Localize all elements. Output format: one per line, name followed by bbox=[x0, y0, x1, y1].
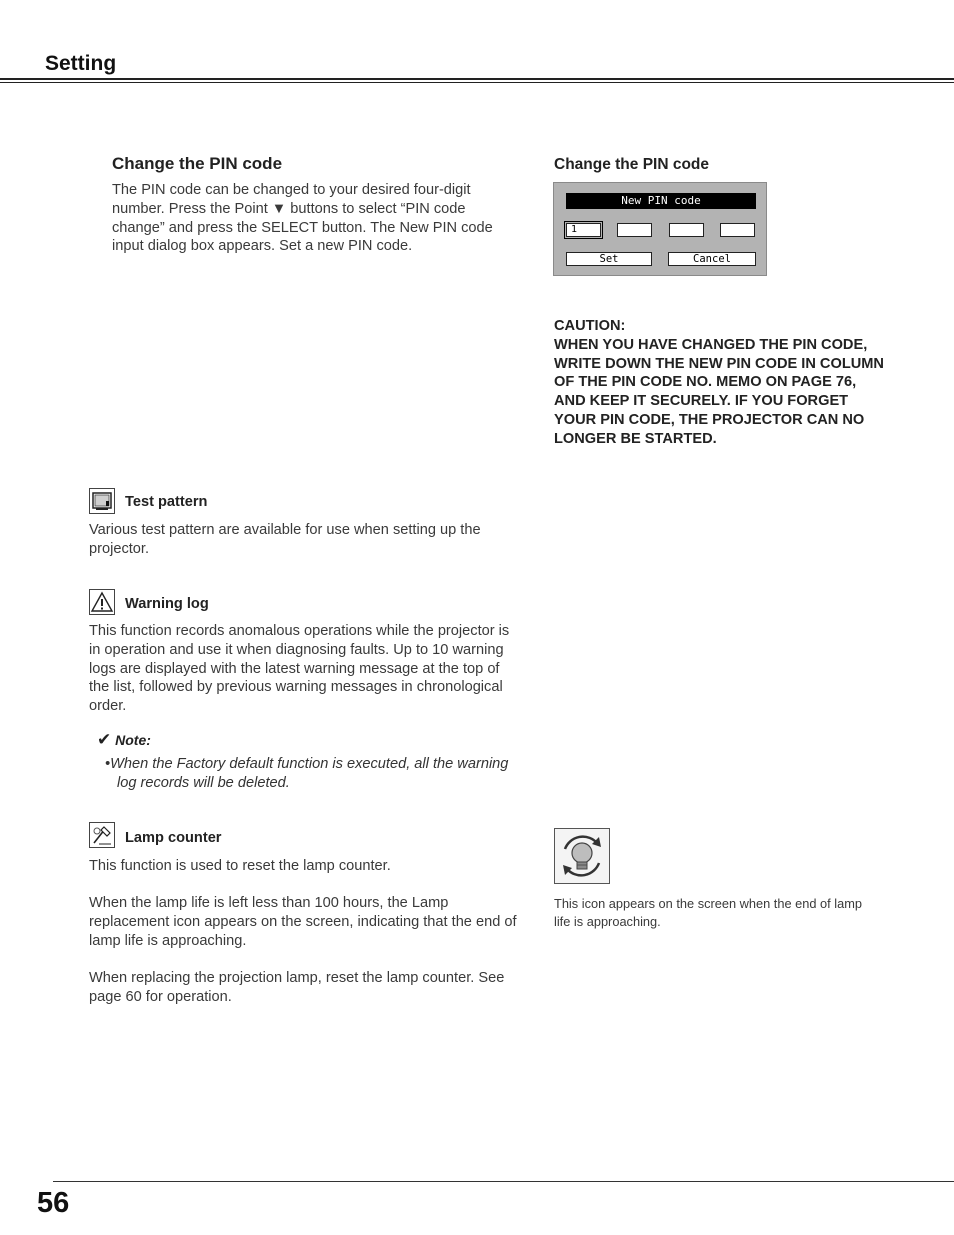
header-rule-thin bbox=[0, 82, 954, 83]
page-header-title: Setting bbox=[45, 52, 117, 75]
pin-digit-1[interactable]: 1 bbox=[566, 223, 601, 237]
checkmark-icon: ✔ bbox=[97, 730, 112, 749]
note-label bbox=[97, 730, 151, 750]
warning-triangle-icon bbox=[89, 589, 115, 615]
warning-log-description: This function records anomalous operations while the projector is in operation and use it when diagnosing faults. Up to 10 warning logs are displayed with the latest warning message at the top of the list, followed by previous warning messages in chronological order. bbox=[89, 623, 510, 715]
caution-label: CAUTION: bbox=[554, 318, 626, 334]
pin-digit-2[interactable] bbox=[617, 223, 652, 237]
set-button[interactable]: Set bbox=[566, 252, 652, 266]
page-number: 56 bbox=[37, 1187, 70, 1219]
warning-log-heading: Warning log bbox=[125, 596, 209, 612]
pin-section-heading: Change the PIN code bbox=[112, 154, 283, 173]
lamp-replacement-icon bbox=[554, 828, 610, 884]
lamp-counter-heading: Lamp counter bbox=[125, 830, 222, 846]
footer-rule bbox=[53, 1181, 954, 1182]
caution-text: WHEN YOU HAVE CHANGED THE PIN CODE, WRITE DOWN THE NEW PIN CODE IN COLUMN OF THE PIN CODE NO. MEMO ON PAGE 76, AND KEEP IT SECURELY. IF YOU FORGET YOUR PIN CODE, THE PROJECTOR CAN NO LONGER BE STARTED. bbox=[554, 336, 884, 447]
test-pattern-icon bbox=[89, 488, 115, 514]
header-rule bbox=[0, 78, 954, 80]
pin-digit-4[interactable] bbox=[720, 223, 755, 237]
cancel-button[interactable]: Cancel bbox=[668, 252, 756, 266]
pin-section-description: The PIN code can be changed to your desired four-digit number. Press the Point ▼ buttons to select “PIN code change” and press the SELECT button. The New PIN code input dialog box appears. Set a new PIN code. bbox=[112, 182, 493, 255]
lamp-counter-paragraph-2: When the lamp life is left less than 100 hours, the Lamp replacement icon appears on the screen, indicating that the end of lamp life is approaching. bbox=[89, 895, 517, 949]
pin-digit-3[interactable] bbox=[669, 223, 704, 237]
caution-block bbox=[554, 317, 884, 449]
lamp-counter-paragraph-3: When replacing the projection lamp, reset the lamp counter. See page 60 for operation. bbox=[89, 970, 505, 1005]
lamp-counter-icon bbox=[89, 822, 115, 848]
pin-dialog-heading: Change the PIN code bbox=[554, 156, 710, 173]
note-label-text: Note: bbox=[115, 732, 151, 748]
lamp-icon-caption: This icon appears on the screen when the end of lamp life is approaching. bbox=[554, 896, 863, 929]
note-text: •When the Factory default function is executed, all the warning log records will be deleted. bbox=[105, 756, 509, 791]
new-pin-dialog bbox=[553, 182, 767, 276]
test-pattern-heading: Test pattern bbox=[125, 494, 208, 510]
lamp-counter-paragraph-1: This function is used to reset the lamp counter. bbox=[89, 858, 391, 874]
pin-dialog-title: New PIN code bbox=[566, 193, 756, 209]
test-pattern-description: Various test pattern are available for use when setting up the projector. bbox=[89, 522, 481, 557]
